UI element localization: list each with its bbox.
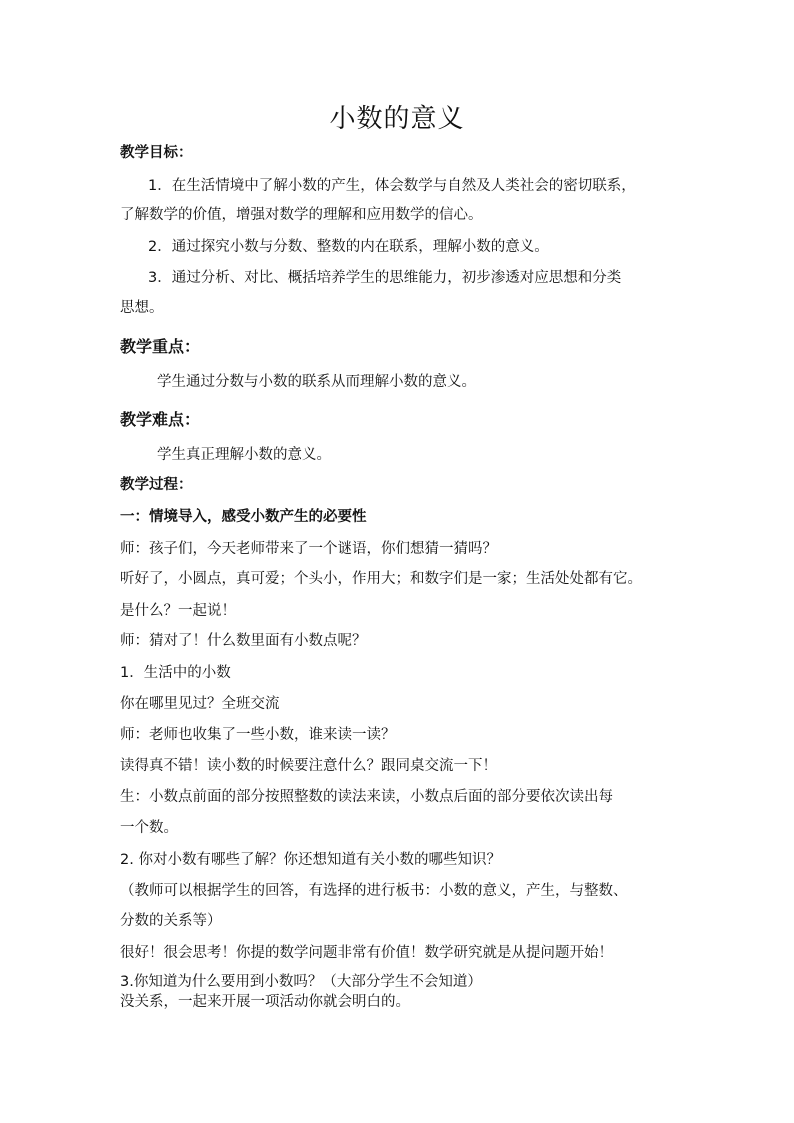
process-section-1: 一：情境导入，感受小数产生的必要性 xyxy=(120,509,367,525)
process-line: 一个数。 xyxy=(120,820,178,836)
process-line: 师：孩子们，今天老师带来了一个谜语，你们想猜一猜吗？ xyxy=(120,541,497,557)
objective-1-line-1: 1．在生活情境中了解小数的产生，体会数学与自然及人类社会的密切联系， xyxy=(148,178,636,194)
process-heading: 教学过程： xyxy=(120,477,193,493)
difficulty-heading: 教学难点： xyxy=(120,410,201,429)
process-line: 没关系，一起来开展一项活动你就会明白的。 xyxy=(120,994,410,1010)
difficulty-text: 学生真正理解小数的意义。 xyxy=(157,447,331,463)
process-line: 生：小数点前面的部分按照整数的读法来读，小数点后面的部分要依次读出每 xyxy=(120,789,613,805)
process-line: 听好了，小圆点，真可爱；个头小，作用大；和数字们是一家；生活处处都有它。 xyxy=(120,571,642,587)
key-point-text: 学生通过分数与小数的联系从而理解小数的意义。 xyxy=(157,374,476,390)
process-line: 你在哪里见过？全班交流 xyxy=(120,696,280,712)
objective-3-line-2: 思想。 xyxy=(120,300,164,316)
key-point-heading: 教学重点： xyxy=(120,337,201,356)
process-line: 师：老师也收集了一些小数，谁来读一读？ xyxy=(120,727,396,743)
process-line: 1．生活中的小数 xyxy=(120,665,231,681)
process-line: 师：猜对了！什么数里面有小数点呢？ xyxy=(120,633,367,649)
process-line: 读得真不错！读小数的时候要注意什么？跟同桌交流一下！ xyxy=(120,758,497,774)
process-line: 很好！很会思考！你提的数学问题非常有价值！数学研究就是从提问题开始！ xyxy=(120,945,613,961)
process-line: 分数的关系等） xyxy=(120,913,222,929)
objective-1-line-2: 了解数学的价值，增强对数学的理解和应用数学的信心。 xyxy=(120,207,483,223)
document-title: 小数的意义 xyxy=(329,104,465,134)
objective-2: 2．通过探究小数与分数、整数的内在联系，理解小数的意义。 xyxy=(148,239,549,255)
objective-3-line-1: 3．通过分析、对比、概括培养学生的思维能力，初步渗透对应思想和分类 xyxy=(148,270,622,286)
process-line: （教师可以根据学生的回答，有选择的进行板书：小数的意义，产生，与整数、 xyxy=(120,883,628,899)
objectives-heading: 教学目标： xyxy=(120,145,193,161)
process-line: 3.你知道为什么要用到小数吗？（大部分学生不会知道） xyxy=(120,974,482,990)
process-line: 是什么？一起说！ xyxy=(120,603,236,619)
process-line: 2. 你对小数有哪些了解？你还想知道有关小数的哪些知识？ xyxy=(120,852,501,868)
